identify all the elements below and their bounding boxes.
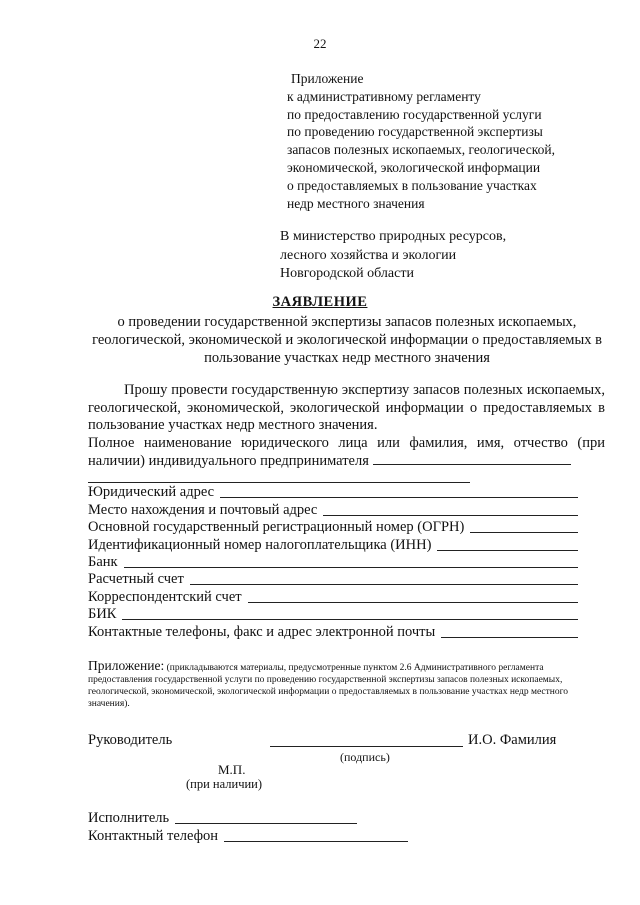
request-text: Прошу провести государственную экспертизу запасов полезных ископаемых, геологической, экономической, экологической информации о предоставляемых в пользование участках недр местного значения. xyxy=(88,382,605,433)
addressee-line: Новгородской области xyxy=(280,266,414,281)
field-input-line[interactable] xyxy=(441,636,578,638)
field-bank xyxy=(88,554,578,571)
field-input-line[interactable] xyxy=(437,549,578,551)
signature-role: Руководитель xyxy=(88,732,173,748)
attachment-text: (прикладываются материалы, предусмотренные пунктом 2.6 Административного регламента предоставления государственной услуги по проведению государственной экспертизы запасов полезных ископаемых, геологической, экономической, экологической информации о предоставляемых в пользование участках недр местного значения). xyxy=(88,663,569,709)
full-name-input-line[interactable] xyxy=(373,452,571,465)
addressee-block xyxy=(280,228,506,284)
field-bik xyxy=(88,606,578,623)
stamp-place: М.П. xyxy=(218,762,246,777)
signature-caption: (подпись) xyxy=(340,750,390,764)
executor-row xyxy=(88,809,408,827)
addressee-line: лесного хозяйства и экологии xyxy=(280,247,457,263)
appendix-line: по проведению государственной экспертизы xyxy=(287,124,543,140)
document-subtitle: о проведении государственной экспертизы запасов полезных ископаемых, геологической, экономической и экологической информации о предоставляемых в пользование участках недр местного значения xyxy=(92,314,602,366)
executor-input-line[interactable] xyxy=(175,822,357,824)
full-name-label: Полное наименование юридического лица или фамилия, имя, отчество (при наличии) индивидуального предпринимателя xyxy=(88,434,605,469)
field-input-line[interactable] xyxy=(124,566,578,568)
field-label: Идентификационный номер налогоплательщика (ИНН) xyxy=(88,536,432,553)
field-contacts xyxy=(88,623,578,640)
field-input-line[interactable] xyxy=(122,618,578,620)
signature-line[interactable] xyxy=(270,746,463,747)
addressee-line: В министерство природных ресурсов, xyxy=(280,229,507,244)
field-legal-address xyxy=(88,484,578,501)
field-input-line[interactable] xyxy=(190,583,578,585)
field-input-line[interactable] xyxy=(323,514,578,516)
page-number: 22 xyxy=(313,36,327,51)
signature-name: И.О. Фамилия xyxy=(468,732,557,748)
field-settlement-account xyxy=(88,571,578,588)
document-title: ЗАЯВЛЕНИЕ xyxy=(272,294,368,310)
field-correspondent-account xyxy=(88,588,578,605)
field-label: Основной государственный регистрационный номер (ОГРН) xyxy=(88,519,465,536)
field-label: Место нахождения и почтовый адрес xyxy=(88,501,318,518)
full-name-continuation-line[interactable] xyxy=(88,482,470,483)
appendix-line: к административному регламенту xyxy=(287,88,481,104)
attachment-head: Приложение: xyxy=(88,658,165,673)
field-label: Расчетный счет xyxy=(88,571,184,588)
field-postal-address xyxy=(88,501,578,518)
executor-phone-input-line[interactable] xyxy=(224,840,408,842)
field-label: Банк xyxy=(88,553,118,570)
field-input-line[interactable] xyxy=(248,601,578,603)
appendix-line: Приложение xyxy=(291,71,364,86)
applicant-fields xyxy=(88,484,578,641)
executor-block xyxy=(88,809,408,845)
appendix-line: запасов полезных ископаемых, геологической, xyxy=(287,142,555,158)
executor-phone-label: Контактный телефон xyxy=(88,828,219,844)
request-body xyxy=(88,382,605,471)
field-label: Юридический адрес xyxy=(88,484,215,501)
field-ogrn xyxy=(88,519,578,536)
field-input-line[interactable] xyxy=(220,496,578,498)
executor-phone-row xyxy=(88,827,408,845)
field-label: Корреспондентский счет xyxy=(88,588,242,605)
appendix-line: недр местного значения xyxy=(287,195,425,211)
appendix-line: по предоставлению государственной услуги xyxy=(287,106,542,122)
field-inn xyxy=(88,536,578,553)
field-label: Контактные телефоны, факс и адрес электронной почты xyxy=(88,623,436,640)
executor-label: Исполнитель xyxy=(88,810,170,826)
full-name-field xyxy=(88,435,605,471)
appendix-block xyxy=(287,70,555,212)
field-label: БИК xyxy=(88,606,117,623)
appendix-line: о предоставляемых в пользование участках xyxy=(287,177,537,193)
appendix-line: экономической, экологической информации xyxy=(287,159,541,175)
attachment-note xyxy=(88,660,580,710)
field-input-line[interactable] xyxy=(470,531,578,533)
stamp-note: (при наличии) xyxy=(186,777,263,791)
